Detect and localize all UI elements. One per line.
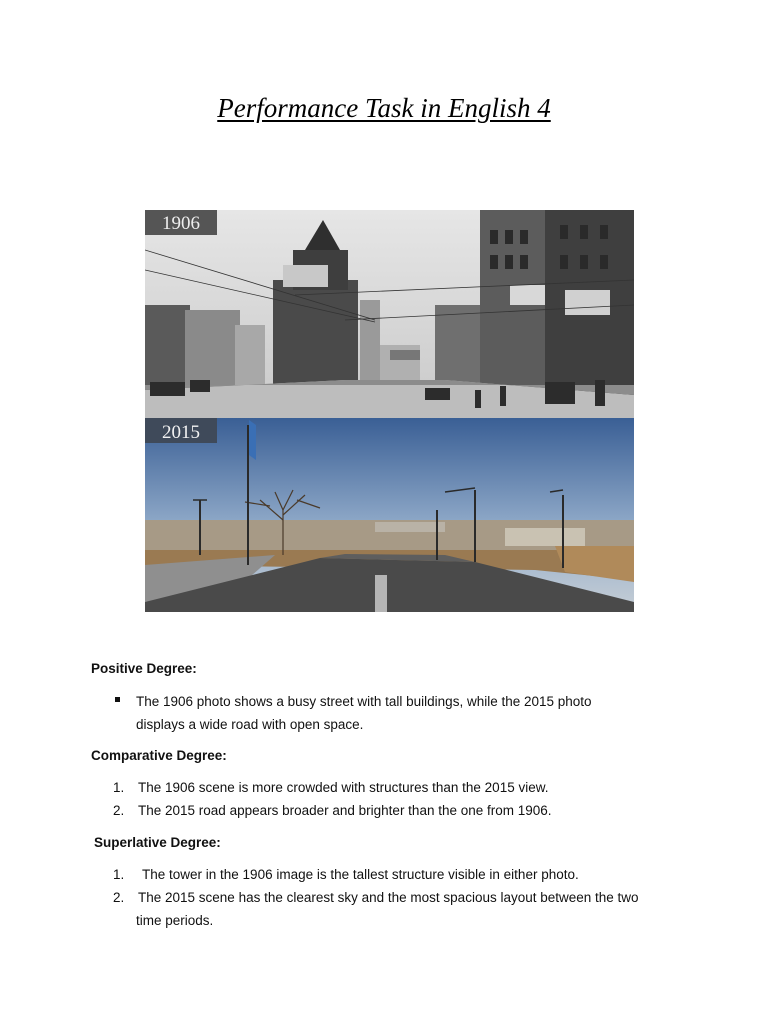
bullet-marker	[115, 697, 120, 702]
superlative-item-2-continued: time periods.	[136, 913, 214, 928]
list-number: 1.	[113, 780, 125, 795]
list-number: 2.	[113, 803, 125, 818]
page-title: Performance Task in English 4	[217, 93, 551, 123]
photo-2015	[145, 418, 634, 612]
year-label-2015: 2015	[162, 422, 200, 443]
photo-1906	[145, 210, 634, 418]
superlative-item-1: The tower in the 1906 image is the tallest structure visible in either photo.	[142, 867, 579, 882]
positive-bullet-line-1: The 1906 photo shows a busy street with tall buildings, while the 2015 photo	[136, 694, 592, 709]
comparative-degree-heading: Comparative Degree:	[91, 748, 227, 763]
superlative-degree-heading: Superlative Degree:	[94, 835, 221, 850]
comparative-item-2: The 2015 road appears broader and brighter than the one from 1906.	[138, 803, 552, 818]
superlative-item-2: The 2015 scene has the clearest sky and the most spacious layout between the two	[138, 890, 639, 905]
comparative-item-1: The 1906 scene is more crowded with structures than the 2015 view.	[138, 780, 549, 795]
year-label-1906: 1906	[162, 213, 200, 234]
list-number: 2.	[113, 890, 125, 905]
then-and-now-photo	[145, 210, 634, 612]
positive-bullet-line-2: displays a wide road with open space.	[136, 717, 364, 732]
positive-degree-heading: Positive Degree:	[91, 661, 197, 676]
list-number: 1.	[113, 867, 125, 882]
